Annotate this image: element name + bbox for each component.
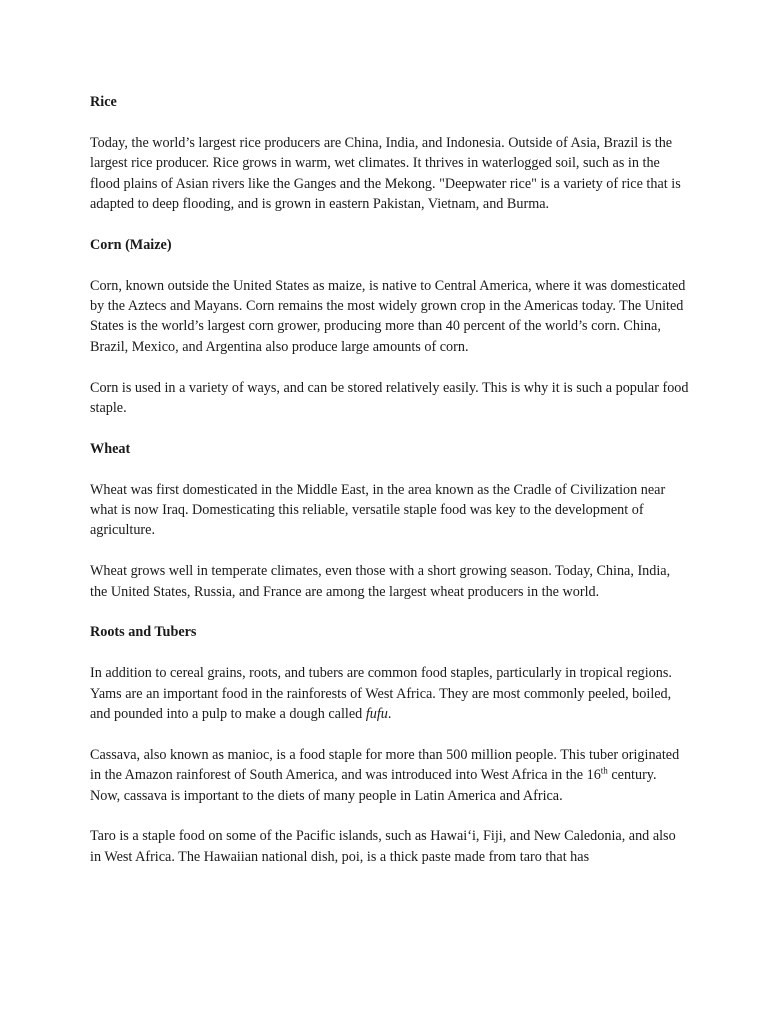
section-heading-roots-tubers: Roots and Tubers	[90, 624, 197, 641]
paragraph-roots-2-text-b: century. Now, cassava is important to the diets of many people in Latin America and Africa.	[90, 767, 657, 804]
paragraph-roots-3: Taro is a staple food on some of the Pacific islands, such as Hawai‘i, Fiji, and New Caledonia, and also in West Africa. The Hawaiian national dish, poi, is a thick paste made from taro that has	[90, 828, 676, 865]
section-heading-wheat: Wheat	[90, 440, 131, 457]
section-heading-corn: Corn (Maize)	[90, 236, 172, 253]
paragraph-wheat-2: Wheat grows well in temperate climates, even those with a short growing season. Today, China, India, the United States, Russia, and France are among the largest wheat producers in the world.	[90, 563, 671, 600]
fufu-italic: fufu	[365, 706, 388, 723]
paragraph-roots-1-text: In addition to cereal grains, roots, and tubers are common food staples, particularly in tropical regions. Yams are an important food in the rainforests of West Africa. They are most commonly peeled, boiled, and pounded into a pulp to make a dough called	[90, 665, 672, 723]
paragraph-roots-2	[90, 745, 690, 806]
section-heading-rice: Rice	[90, 94, 117, 110]
paragraph-corn-2: Corn is used in a variety of ways, and can be stored relatively easily. This is why it is such a popular food staple.	[90, 379, 689, 417]
paragraph-roots-2-text-a: Cassava, also known as manioc, is a food staple for more than 500 million people. This tuber originated in the Amazon rainforest of South America, and was introduced into West Africa in the 16	[90, 746, 680, 784]
superscript-th: th	[600, 765, 608, 776]
paragraph-wheat-1: Wheat was first domesticated in the Middle East, in the area known as the Cradle of Civilization near what is now Iraq. Domesticating this reliable, versatile staple food was key to the development of agriculture.	[90, 481, 666, 539]
paragraph-rice-1: Today, the world’s largest rice producers are China, India, and Indonesia. Outside of Asia, Brazil is the largest rice producer. Rice grows in warm, wet climates. It thrives in waterlogged soil, such as in the flood plains of Asian rivers like the Ganges and the Mekong. "Deepwater rice" is a variety of rice that is adapted to deep flooding, and is grown in eastern Pakistan, Vietnam, and Burma.	[90, 134, 681, 213]
paragraph-roots-1-end: .	[387, 706, 392, 723]
paragraph-corn-1: Corn, known outside the United States as maize, is native to Central America, where it was domesticated by the Aztecs and Mayans. Corn remains the most widely grown crop in the Americas today. The United States is the world’s largest corn grower, producing more than 40 percent of the world’s corn. China, Brazil, Mexico, and Argentina also produce large amounts of corn.	[90, 277, 686, 355]
paragraph-roots-1	[90, 663, 690, 724]
document-body	[90, 92, 690, 867]
